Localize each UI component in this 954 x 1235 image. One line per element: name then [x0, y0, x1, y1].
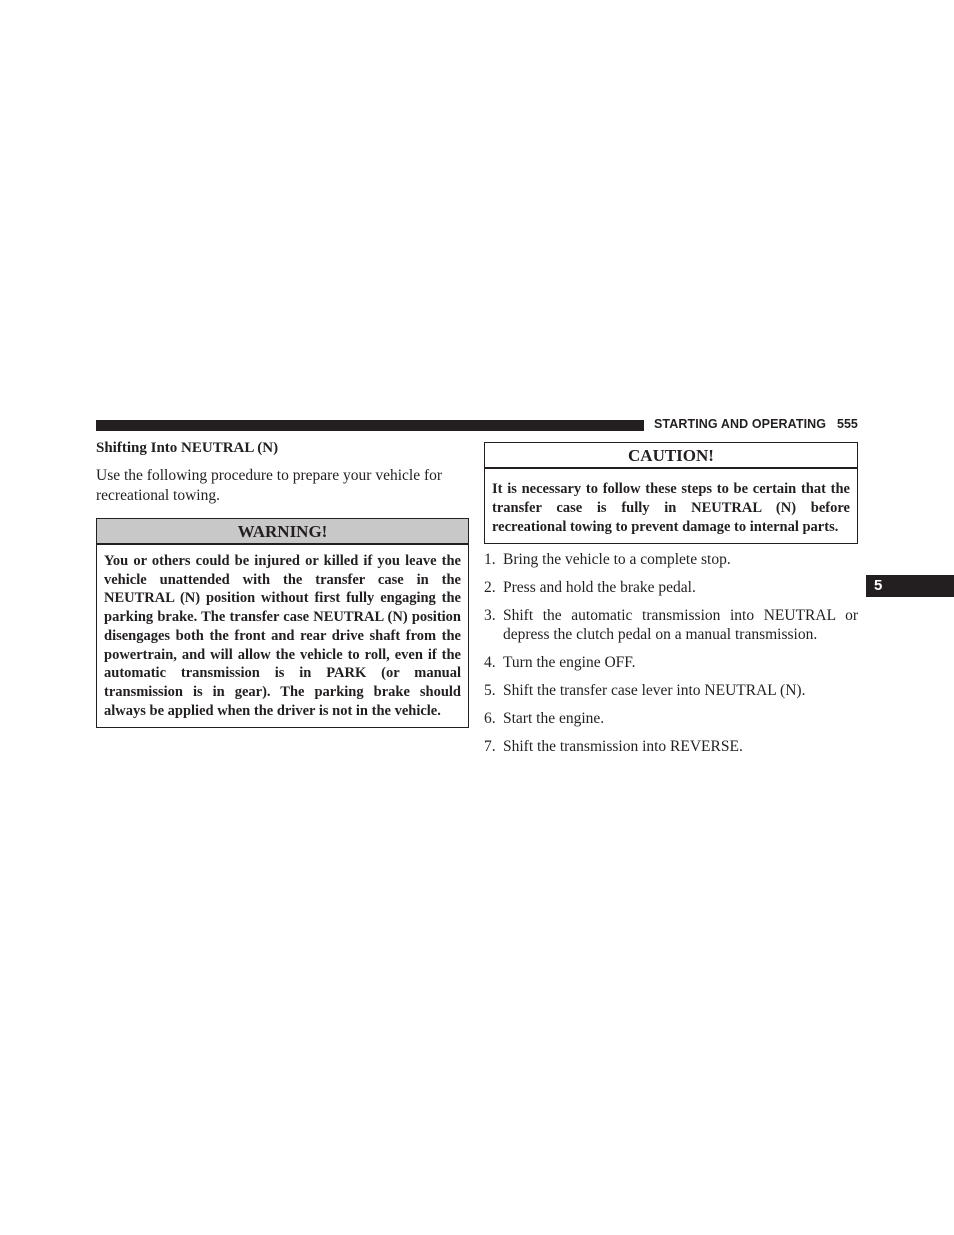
step-text: Shift the transmission into REVERSE. — [503, 738, 743, 756]
list-item — [484, 578, 858, 597]
running-header-section: STARTING AND OPERATING — [654, 417, 827, 431]
header-rule — [96, 420, 644, 431]
caution-text: It is necessary to follow these steps to be certain that the transfer case is fully in NEUTRAL (N) before recreational towing to prevent damage to internal parts. — [492, 481, 850, 535]
right-column — [484, 442, 858, 765]
procedure-steps — [484, 550, 858, 756]
warning-title: WARNING! — [97, 519, 468, 545]
intro-paragraph: Use the following procedure to prepare your vehicle for recreational towing. — [96, 467, 443, 504]
list-item — [484, 709, 858, 728]
list-item — [484, 550, 858, 569]
step-text: Bring the vehicle to a complete stop. — [503, 551, 731, 569]
step-number: 5. — [484, 682, 496, 700]
step-number: 4. — [484, 654, 496, 672]
list-item — [484, 653, 858, 672]
step-text: Start the engine. — [503, 710, 605, 728]
step-text: Shift the transfer case lever into NEUTRAL (N). — [503, 682, 806, 700]
left-column — [96, 437, 469, 728]
list-item — [484, 737, 858, 756]
list-item — [484, 681, 858, 700]
list-item — [484, 606, 858, 644]
warning-text: You or others could be injured or killed if you leave the vehicle unattended with the transfer case in the NEUTRAL (N) position without first fully engaging the parking brake. The transfer case NEUTRAL (N) position disengages both the front and rear drive shaft from the powertrain, and will allow the vehicle to roll, even if the automatic transmission is in PARK (or manual transmission is in gear). The parking brake should always be applied when the driver is not in the vehicle. — [104, 553, 461, 719]
step-number: 6. — [484, 710, 496, 728]
step-text: Shift the automatic transmission into NEUTRAL or depress the clutch pedal on a manual transmission. — [503, 607, 858, 644]
step-number: 7. — [484, 738, 496, 756]
step-number: 1. — [484, 551, 496, 569]
caution-box — [484, 442, 858, 544]
section-heading: Shifting Into NEUTRAL (N) — [96, 440, 279, 456]
step-text: Turn the engine OFF. — [503, 654, 636, 672]
warning-box — [96, 518, 469, 728]
step-text: Press and hold the brake pedal. — [503, 579, 696, 597]
step-number: 3. — [484, 607, 496, 625]
step-number: 2. — [484, 579, 496, 597]
caution-title: CAUTION! — [485, 443, 857, 469]
page-number: 555 — [837, 417, 858, 431]
chapter-tab: 5 — [866, 575, 954, 597]
